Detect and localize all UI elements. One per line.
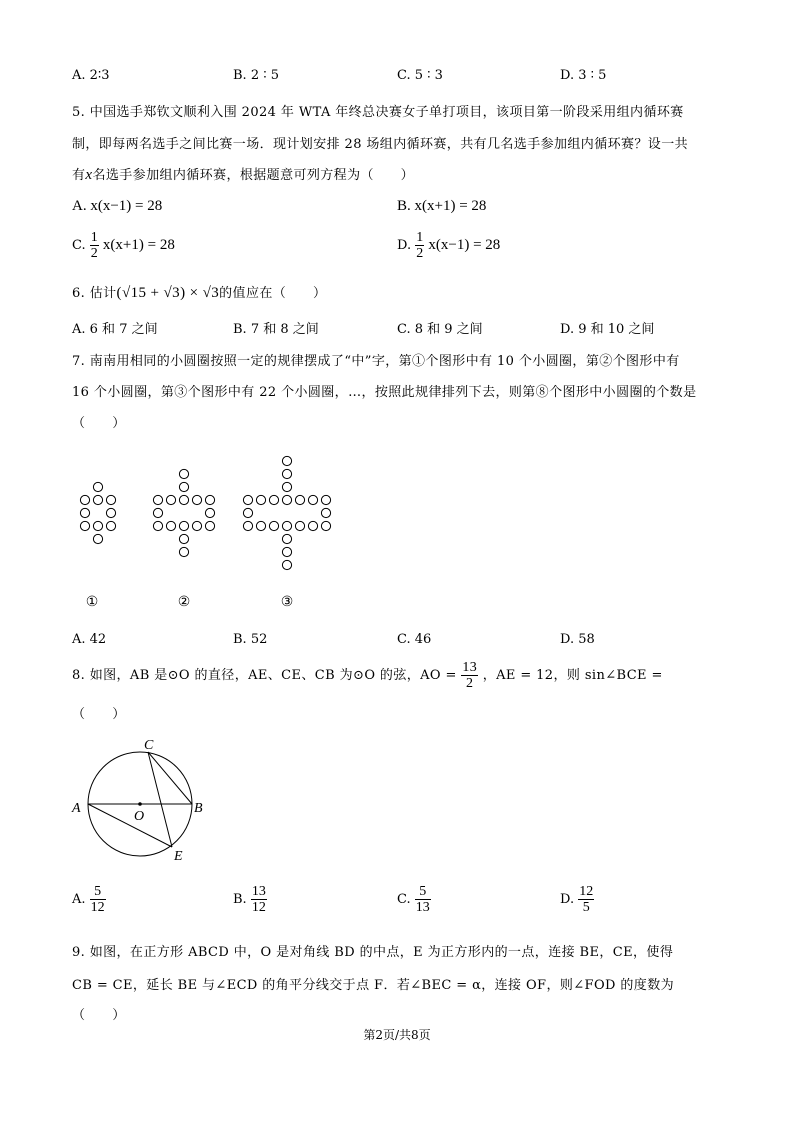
small-circle-fig2 [179, 521, 188, 530]
small-circle-fig1 [93, 482, 102, 491]
small-circle-fig2 [192, 495, 201, 504]
q9-stem-line1: 9. 如图，在正方形 ABCD 中，O 是对角线 BD 的中点，E 为正方形内的一点，连接 BE，CE，使得 [72, 945, 674, 960]
q8-point-c: C [144, 738, 154, 753]
q8-point-b: B [194, 801, 203, 816]
small-circle-fig2 [153, 521, 162, 530]
q9-stem-line2: CB = CE，延长 BE 与∠ECD 的角平分线交于点 F．若∠BEC = α，连接 OF，则∠FOD 的度数为 [72, 978, 674, 993]
small-circle-fig3 [269, 521, 278, 530]
small-circle-fig2 [205, 495, 214, 504]
small-circle-fig3 [282, 547, 291, 556]
q8-stem-line2: （ ） [72, 707, 126, 722]
q7-option-a: A. 42 [72, 632, 107, 647]
small-circle-fig2 [179, 469, 188, 478]
small-circle-fig3 [308, 521, 317, 530]
small-circle-fig3 [282, 469, 291, 478]
small-circle-fig3 [321, 495, 330, 504]
q7-option-d: D. 58 [560, 632, 595, 647]
q5-option-d: D. $\frac{1}{2}$ x(x−1) = 28 [397, 230, 501, 261]
q8-point-a: A [72, 801, 81, 816]
small-circle-fig3 [243, 521, 252, 530]
q8-option-d: D. $\frac{12}{5}$ [560, 884, 594, 915]
small-circle-fig2 [166, 495, 175, 504]
q5-option-b: B. x(x+1) = 28 [397, 198, 487, 214]
q5-stem-line3: 有x名选手参加组内循环赛，根据题意可列方程为（ ） [72, 167, 415, 183]
q7-option-b: B. 52 [233, 632, 268, 647]
page-footer: 第2页/共8页 [363, 1028, 431, 1042]
small-circle-fig1 [80, 508, 89, 517]
small-circle-fig2 [205, 508, 214, 517]
small-circle-fig3 [321, 521, 330, 530]
small-circle-fig1 [93, 534, 102, 543]
q7-circle-pattern-figure [60, 440, 360, 620]
small-circle-fig2 [179, 482, 188, 491]
small-circle-fig2 [153, 495, 162, 504]
q8-circle-figure [66, 734, 226, 864]
q6-option-d: D. 9 和 10 之间 [560, 322, 655, 337]
q8-option-b: B. $\frac{13}{12}$ [233, 884, 266, 915]
small-circle-fig3 [256, 495, 265, 504]
q6-option-c: C. 8 和 9 之间 [397, 322, 483, 337]
q4-option-c: C. 5 ∶ 3 [397, 68, 443, 83]
q8-option-c: C. $\frac{5}{13}$ [397, 884, 430, 915]
q7-figure-label-2: ② [177, 595, 191, 610]
q8-point-e: E [174, 849, 183, 864]
q4-option-b: B. 2 ∶ 5 [233, 68, 280, 83]
small-circle-fig2 [179, 495, 188, 504]
q6-option-b: B. 7 和 8 之间 [233, 322, 319, 337]
q8-point-o: O [134, 809, 145, 824]
small-circle-fig1 [80, 495, 89, 504]
small-circle-fig3 [282, 456, 291, 465]
small-circle-fig3 [282, 534, 291, 543]
q4-option-d: D. 3 ∶ 5 [560, 68, 607, 83]
small-circle-fig1 [106, 521, 115, 530]
q8-option-a: A. $\frac{5}{12}$ [72, 884, 105, 915]
small-circle-fig2 [205, 521, 214, 530]
q7-option-c: C. 46 [397, 632, 432, 647]
small-circle-fig3 [295, 521, 304, 530]
q7-figure-label-3: ③ [280, 595, 294, 610]
q5-stem-line2: 制，即每两名选手之间比赛一场．现计划安排 28 场组内循环赛，共有几名选手参加组内循环赛？设一共 [72, 137, 689, 152]
q9-stem-line3: （ ） [72, 1008, 126, 1023]
small-circle-fig3 [295, 495, 304, 504]
small-circle-fig2 [192, 521, 201, 530]
small-circle-fig3 [282, 521, 291, 530]
q7-figure-label-1: ① [85, 595, 99, 610]
q8-stem: 8. 如图，AB 是⊙O 的直径，AE、CE、CB 为⊙O 的弦，AO = $\frac{13}{2}$ ，AE = 12，则 sin∠BCE = [72, 660, 663, 691]
q6-option-a: A. 6 和 7 之间 [72, 322, 158, 337]
small-circle-fig1 [93, 521, 102, 530]
q4-option-a: A. 2∶3 [72, 68, 110, 83]
small-circle-fig3 [243, 508, 252, 517]
q7-stem-line1: 7. 南南用相同的小圆圈按照一定的规律摆成了“中”字，第①个图形中有 10 个小圆圈，第②个图形中有 [72, 354, 680, 369]
q5-stem-line1: 5. 中国选手郑钦文顺利入围 2024 年 WTA 年终总决赛女子单打项目，该项目第一阶段采用组内循环赛 [72, 105, 684, 120]
q5-option-a: A. x(x−1) = 28 [72, 198, 163, 214]
small-circle-fig3 [282, 495, 291, 504]
small-circle-fig3 [282, 482, 291, 491]
small-circle-fig3 [282, 560, 291, 569]
small-circle-fig2 [153, 508, 162, 517]
small-circle-fig3 [321, 508, 330, 517]
q5-option-c: C. $\frac{1}{2}$ x(x+1) = 28 [72, 230, 175, 261]
small-circle-fig3 [243, 495, 252, 504]
small-circle-fig3 [256, 521, 265, 530]
q7-stem-line3: （ ） [72, 416, 126, 431]
small-circle-fig1 [80, 521, 89, 530]
small-circle-fig3 [269, 495, 278, 504]
small-circle-fig1 [106, 495, 115, 504]
q6-stem: 6. 估计(√15 + √3) × √3的值应在（ ） [72, 285, 327, 301]
small-circle-fig1 [93, 495, 102, 504]
small-circle-fig2 [179, 534, 188, 543]
small-circle-fig2 [179, 547, 188, 556]
q7-stem-line2: 16 个小圆圈，第③个图形中有 22 个小圆圈，…，按照此规律排列下去，则第⑧个图形中小圆圈的个数是 [72, 385, 697, 400]
small-circle-fig3 [308, 495, 317, 504]
small-circle-fig1 [106, 508, 115, 517]
small-circle-fig2 [166, 521, 175, 530]
